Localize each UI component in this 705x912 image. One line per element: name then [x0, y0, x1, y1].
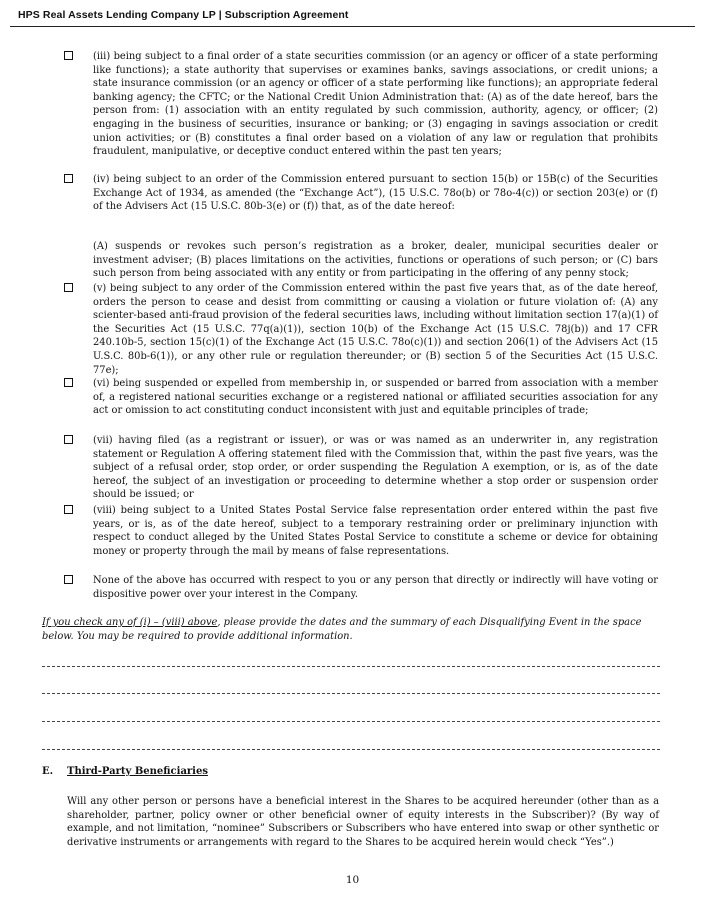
none-of-the-above-text: None of the above has occurred with respect to you or any person that directly or indirectly will have voting or dispositive power over your interest in the Company. [93, 575, 658, 600]
instructions-lead: If you check any of (i) – (viii) above [42, 617, 218, 628]
section-e-letter: E. [42, 766, 54, 777]
item-vii-text: (vii) having filed (as a registrant or issuer), or was or was named as an underwriter in, any registration statement or Regulation A offering statement filed with the Commission that, within the past five years, was the subject of a refusal order, stop order, or order suspending the Regulation A exemption, or is, as of the date hereof, the subject of an investigation or proceeding to determine whether a stop order or suspension order should be issued; or [93, 435, 658, 501]
item-iv-text: (iv) being subject to an order of the Commission entered pursuant to section 15(b) or 15B(c) of the Securities Exchange Act of 1934, as amended (the “Exchange Act”), (15 U.S.C. 78o(b) or 78o-4(c)) or section 203(e) or (f) of the Advisers Act (15 U.S.C. 80b-3(e) or (f)) that, as of the date hereof: [93, 174, 658, 213]
checkbox-v[interactable] [64, 283, 73, 292]
item-vi-text: (vi) being suspended or expelled from membership in, or suspended or barred from association with a member of, a registered national securities exchange or a registered national or affiliated securities association for any act or omission to act constituting conduct inconsistent with just and equitable principles of trade; [93, 378, 658, 417]
page-number: 10 [345, 874, 360, 886]
header-rule [10, 26, 695, 27]
item-viii-text: (viii) being subject to a United States Postal Service false representation order entered within the past five years, or is, as of the date hereof, subject to a temporary restraining order or preliminary injunction with respect to conduct alleged by the United States Postal Service to constitute a scheme or device for obtaining money or property through the mail by means of false representations. [93, 505, 658, 557]
page-header: HPS Real Assets Lending Company LP | Subscription Agreement [18, 9, 349, 21]
response-line-3[interactable] [42, 721, 660, 722]
disqualifying-event-instructions [42, 616, 660, 643]
checkbox-vi[interactable] [64, 378, 73, 387]
item-v-text: (v) being subject to any order of the Commission entered within the past five years that, as of the date hereof, orders the person to cease and desist from committing or causing a violation or future violation of: (A) any scienter-based anti-fraud provision of the federal securities laws, including without limitation section 17(a)(1) of the Securities Act (15 U.S.C. 77q(a)(1)), section 10(b) of the Exchange Act (15 U.S.C. 78j(b)) and 17 CFR 240.10b-5, section 15(c)(1) of the Exchange Act (15 U.S.C. 78o(c)(1)) and section 206(1) of the Advisers Act (15 U.S.C. 80b-6(1)), or any other rule or regulation thereunder; or (B) section 5 of the Securities Act (15 U.S.C. 77e); [93, 283, 658, 376]
checkbox-viii[interactable] [64, 505, 73, 514]
checkbox-vii[interactable] [64, 435, 73, 444]
section-e-title: Third-Party Beneficiaries [67, 766, 208, 777]
checkbox-iii[interactable] [64, 51, 73, 60]
section-e-body: Will any other person or persons have a beneficial interest in the Shares to be acquired hereunder (other than as a shareholder, partner, policy owner or other beneficial owner of equity interests in the Subscriber)? (By way of example, and not limitation, “nominee” Subscribers or Subscribers who have entered into swap or other synthetic or derivative instruments or arrangements with regard to the Shares to be acquired herein would check “Yes”.) [67, 796, 659, 848]
response-line-4[interactable] [42, 749, 660, 750]
instructions-rest: , please provide the dates and the summary of each Disqualifying Event in the space below. You may be required to provide additional information. [42, 617, 642, 642]
response-line-1[interactable] [42, 666, 660, 667]
checkbox-iv[interactable] [64, 174, 73, 183]
item-iv-sub-paragraph: (A) suspends or revokes such person’s registration as a broker, dealer, municipal securities dealer or investment adviser; (B) places limitations on the activities, functions or operations of such person; or (C) bars such person from being associated with any entity or from participating in the offering of any penny stock; [93, 241, 658, 280]
response-line-2[interactable] [42, 693, 660, 694]
item-iii-text: (iii) being subject to a final order of a state securities commission (or an agency or officer of a state performing like functions); a state authority that supervises or examines banks, savings associations, or credit unions; a state insurance commission (or an agency or officer of a state performing like functions); an appropriate federal banking agency; the CFTC; or the National Credit Union Administration that: (A) as of the date hereof, bars the person from: (1) association with an entity regulated by such commission, authority, agency, or officer; (2) engaging in the business of securities, insurance or banking; or (3) engaging in savings association or credit union activities; or (B) constitutes a final order based on a violation of any law or regulation that prohibits fraudulent, manipulative, or deceptive conduct entered within the past ten years; [93, 51, 658, 158]
checkbox-none-of-the-above[interactable] [64, 575, 73, 584]
